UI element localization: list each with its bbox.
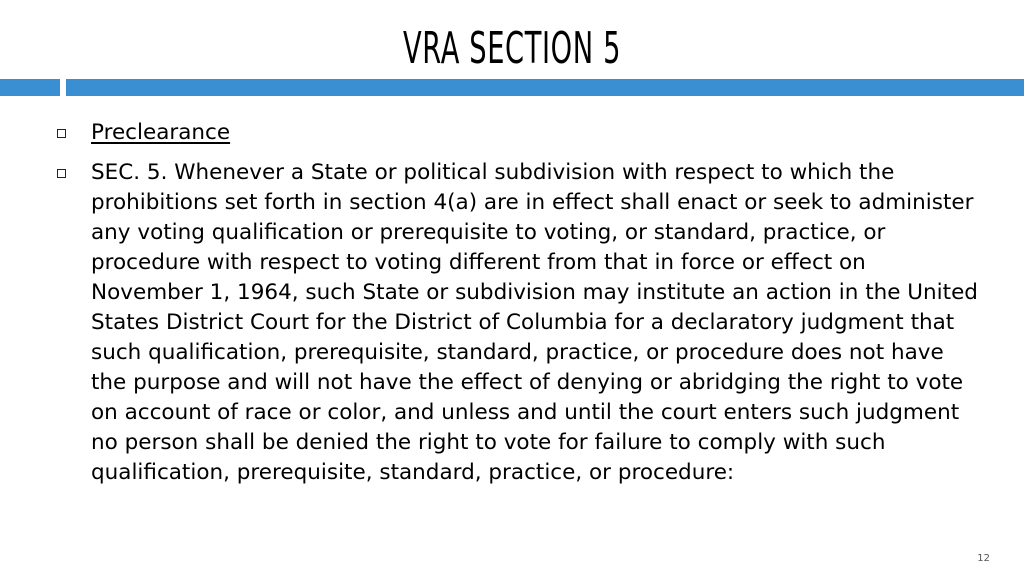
slide-title: VRA SECTION 5 (402, 23, 622, 74)
page-number: 12 (977, 553, 990, 564)
square-bullet-icon (57, 169, 66, 178)
bullet-item-preclearance (44, 118, 984, 148)
title-accent-bar-left (0, 79, 60, 96)
slide-content (44, 118, 984, 498)
title-accent-bar-right (66, 79, 1024, 96)
bullet-text-preclearance: Preclearance (91, 120, 231, 145)
bullet-item-sec5 (44, 158, 984, 488)
bullet-text-sec5: SEC. 5. Whenever a State or political subdivision with respect to which the prohibitions set forth in section 4(a) are in effect shall enact or seek to administer any voting qualification or prerequisite to voting, or standard, practice, or procedure with respect to voting different from that in force or effect on November 1, 1964, such State or subdivision may institute an action in the United States District Court for the District of Columbia for a declaratory judgment that such qualification, prerequisite, standard, practice, or procedure does not have the purpose and will not have the effect of denying or abridging the right to vote on account of race or color, and unless and until the court enters such judgment no person shall be denied the right to vote for failure to comply with such qualification, prerequisite, standard, practice, or procedure: (91, 160, 978, 485)
square-bullet-icon (57, 129, 66, 138)
